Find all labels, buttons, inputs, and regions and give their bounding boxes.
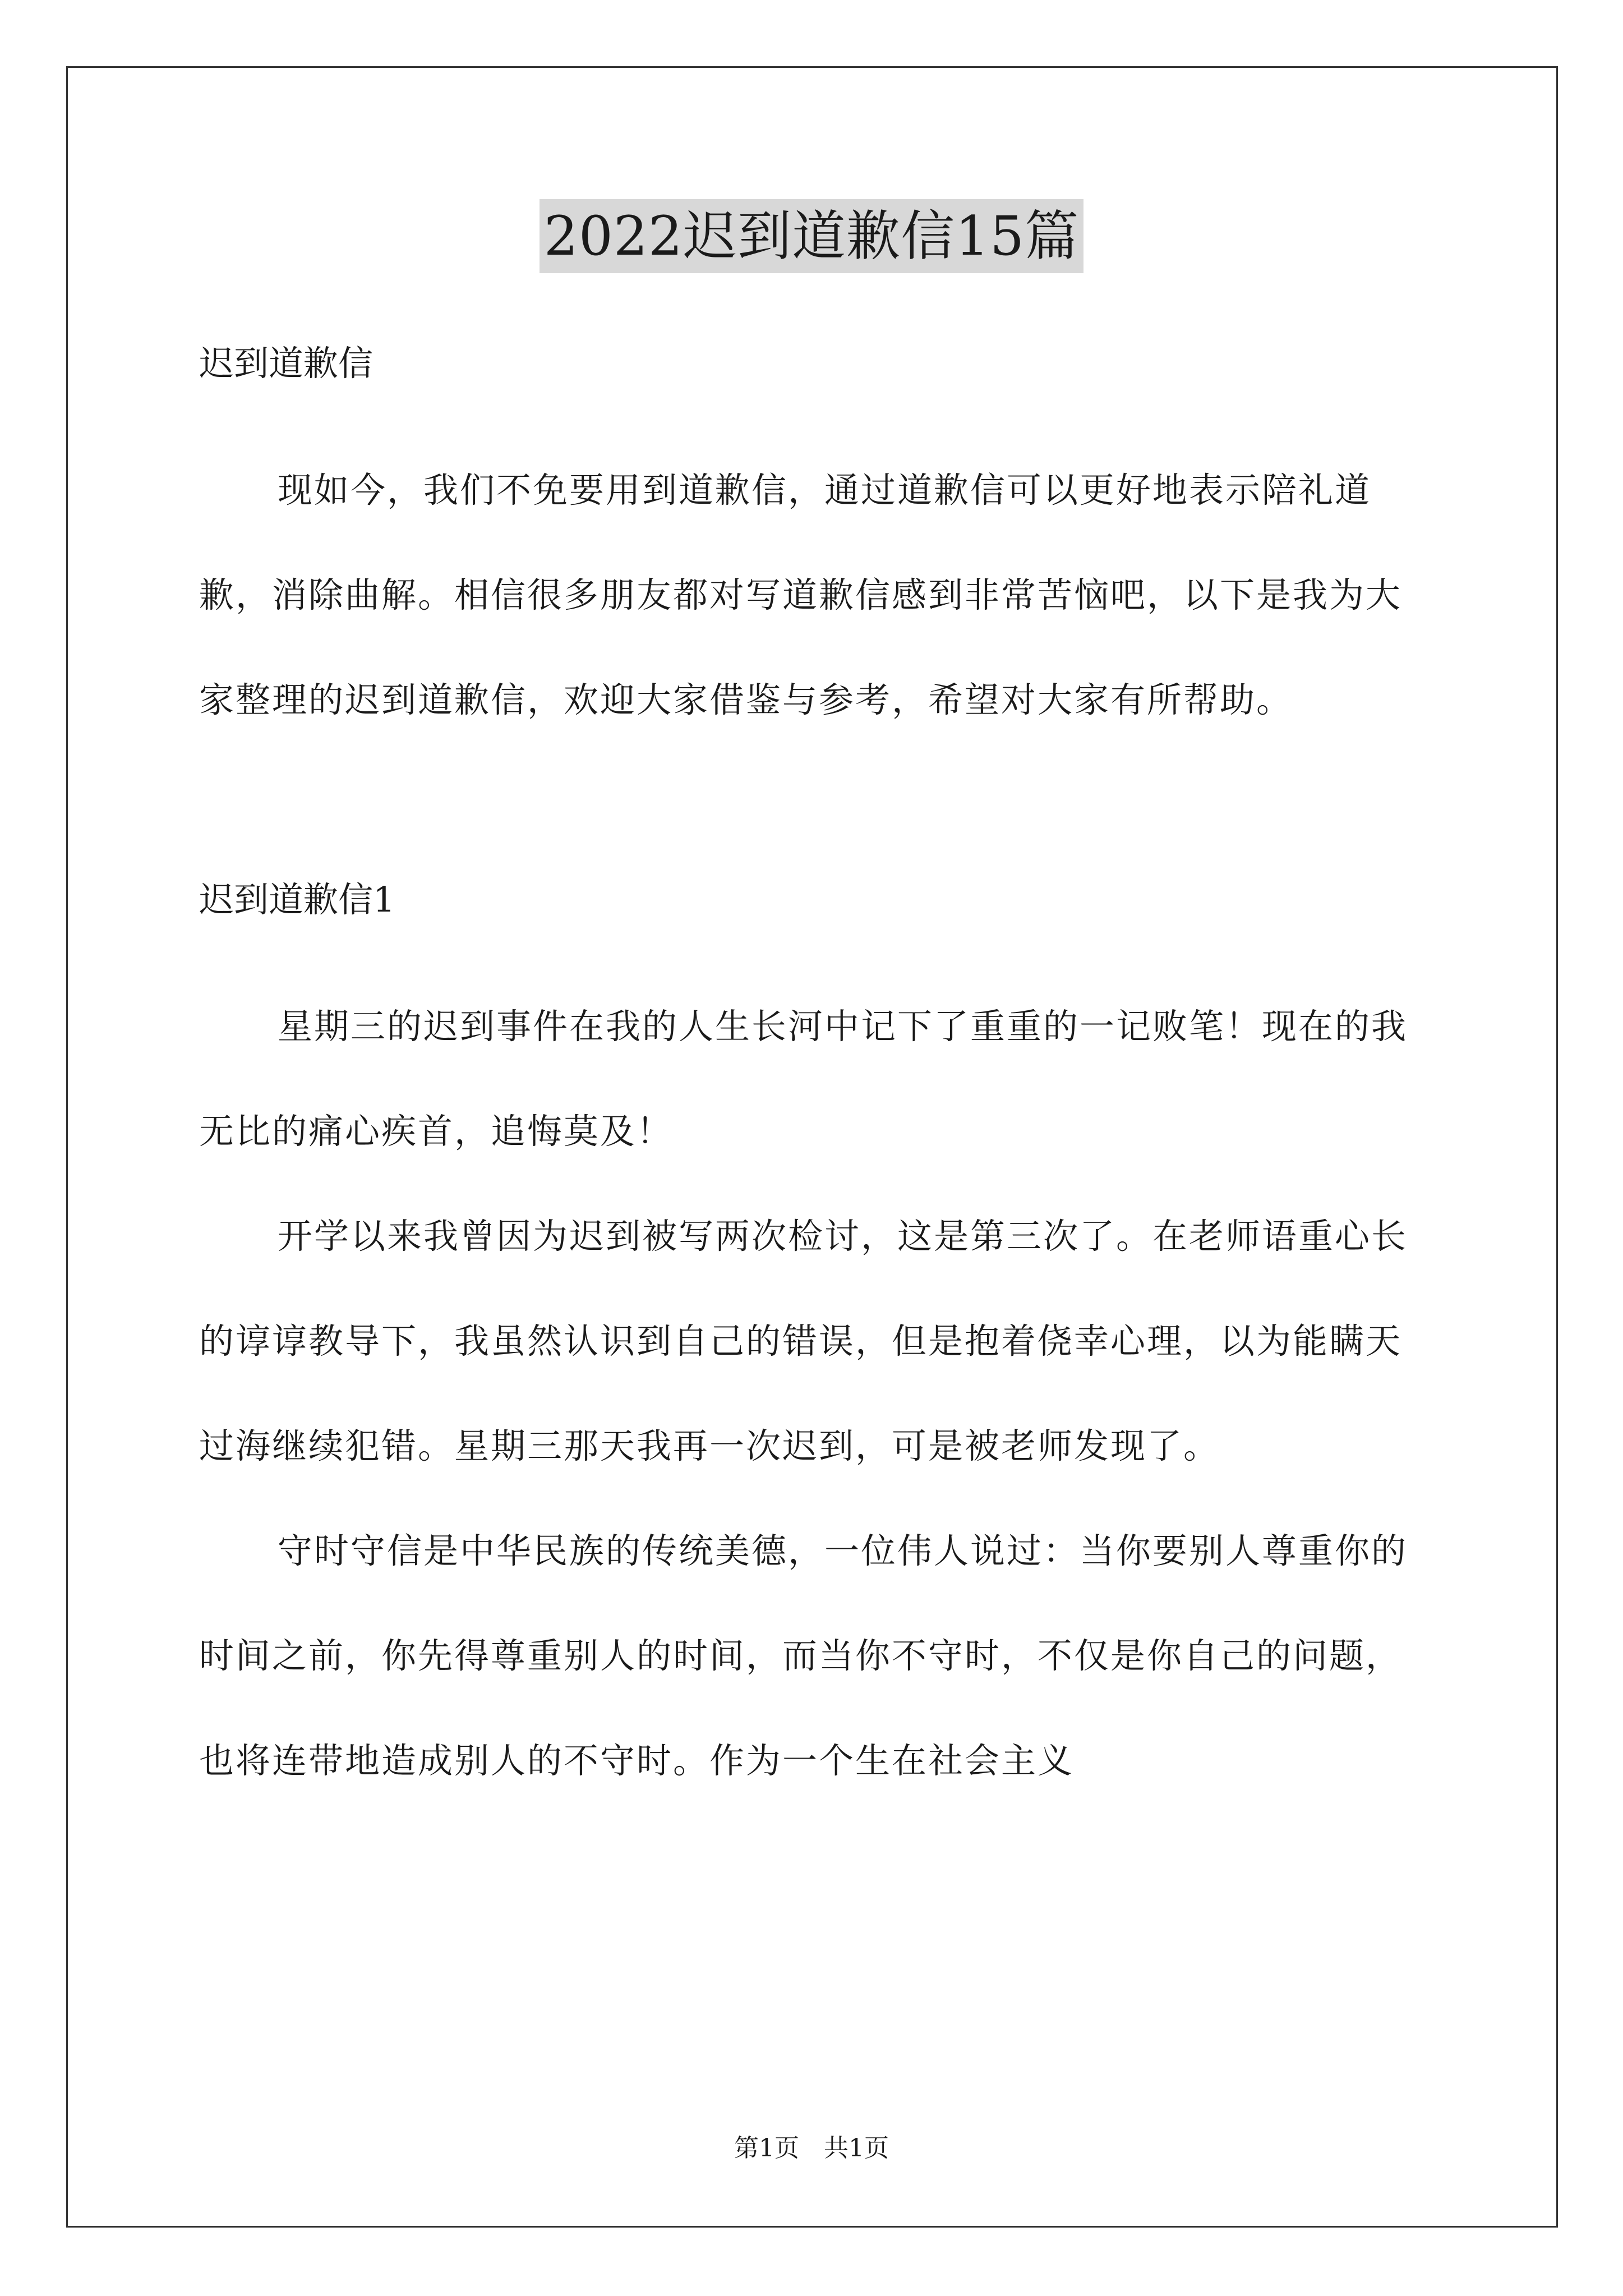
document-title: 2022迟到道歉信15篇 [540, 199, 1083, 273]
paragraph: 现如今，我们不免要用到道歉信，通过道歉信可以更好地表示陪礼道歉，消除曲解。相信很多朋友都对写道歉信感到非常苦恼吧，以下是我为大家整理的迟到道歉信，欢迎大家借鉴与参考，希望对大家有所帮助。 [199, 470, 1403, 720]
section-heading: 迟到道歉信 [199, 343, 374, 384]
paragraph: 守时守信是中华民族的传统美德，一位伟人说过：当你要别人尊重你的时间之前，你先得尊重别人的时间，而当你不守时，不仅是你自己的问题，也将连带地造成别人的不守时。作为一个生在社会主义 [199, 1530, 1408, 1781]
paragraph: 星期三的迟到事件在我的人生长河中记下了重重的一记败笔！现在的我无比的痛心疾首，追悔莫及！ [199, 1006, 1408, 1152]
page-footer: 第1页 共1页 [734, 2134, 889, 2162]
title-wrapper [0, 199, 1623, 273]
section-heading: 迟到道歉信1 [199, 879, 395, 920]
document-body [199, 337, 1433, 1813]
paragraph: 开学以来我曾因为迟到被写两次检讨，这是第三次了。在老师语重心长的谆谆教导下，我虽然认识到自己的错误，但是抱着侥幸心理，以为能瞒天过海继续犯错。星期三那天我再一次迟到，可是被老师发现了。 [199, 1216, 1408, 1466]
